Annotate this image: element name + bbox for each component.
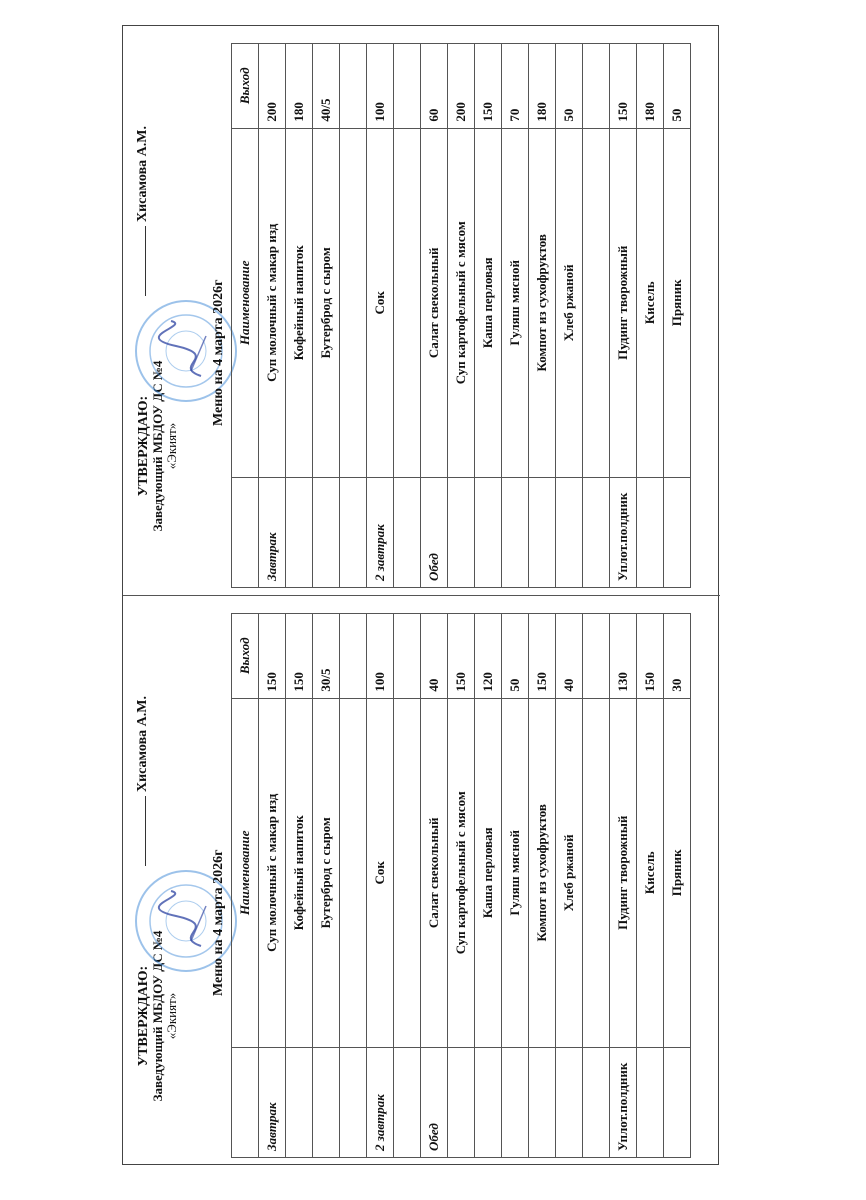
output-cell: 150 [259,614,286,699]
output-cell: 50 [502,614,529,699]
meal-cell [394,1047,421,1157]
table-row [286,614,313,1158]
output-cell: 150 [286,614,313,699]
table-row [502,614,529,1158]
meal-cell [286,1047,313,1157]
menu-table-left [231,613,691,1158]
signer-line [135,126,151,296]
table-row [286,44,313,588]
output-cell: 150 [448,614,475,699]
output-cell: 100 [367,44,394,129]
table-row [637,44,664,588]
dish-cell: Компот из сухофруктов [529,698,556,1047]
table-row [610,614,637,1158]
meal-cell [502,1047,529,1157]
approval-title: УТВЕРЖДАЮ: [136,395,151,497]
menu-date-title: Меню на 4 марта 2026г [211,279,226,426]
meal-cell [475,477,502,587]
approval-org: «Экият» [164,422,179,470]
approval-position: Заведующий МБДОУ ДС №4 [150,360,165,532]
meal-cell: Обед [421,477,448,587]
meal-cell [313,1047,340,1157]
output-cell: 180 [286,44,313,129]
output-cell: 180 [529,44,556,129]
output-cell: 180 [637,44,664,129]
output-cell: 200 [259,44,286,129]
dish-cell [583,698,610,1047]
table-row [421,44,448,588]
table-row [394,44,421,588]
meal-cell: Завтрак [259,477,286,587]
dish-cell [340,128,367,477]
output-cell [340,614,367,699]
meal-cell [556,477,583,587]
approval-position: Заведующий МБДОУ ДС №4 [150,930,165,1102]
dish-cell: Суп картофельный с мясом [448,128,475,477]
table-row [259,614,286,1158]
dish-cell: Каша перловая [475,698,502,1047]
table-row [448,614,475,1158]
header-meal [232,477,259,587]
header-output: Выход [232,614,259,699]
meal-cell [637,477,664,587]
dish-cell: Гуляш мясной [502,128,529,477]
dish-cell: Суп картофельный с мясом [448,698,475,1047]
output-cell: 120 [475,614,502,699]
meal-cell [475,1047,502,1157]
meal-cell [556,1047,583,1157]
document-frame [122,25,719,1165]
header-name: Наименование [232,698,259,1047]
output-cell: 150 [475,44,502,129]
dish-cell [394,698,421,1047]
table-row [475,614,502,1158]
dish-cell: Салат свекольный [421,698,448,1047]
dish-cell: Суп молочный с макар изд [259,698,286,1047]
dish-cell: Кисель [637,698,664,1047]
signature-line [145,796,146,866]
table-row [340,614,367,1158]
meal-cell: Обед [421,1047,448,1157]
meal-cell [340,1047,367,1157]
meal-cell: Уплот.полдник [610,1047,637,1157]
output-cell: 40 [556,614,583,699]
dish-cell: Хлеб ржаной [556,128,583,477]
meal-cell: Завтрак [259,1047,286,1157]
dish-cell [583,128,610,477]
meal-cell [394,477,421,587]
dish-cell: Сок [367,128,394,477]
table-row [556,614,583,1158]
output-cell: 60 [421,44,448,129]
table-row [421,614,448,1158]
meal-cell [583,477,610,587]
meal-cell [583,1047,610,1157]
meal-cell [664,1047,691,1157]
menu-table-right [231,43,691,588]
output-cell: 50 [556,44,583,129]
table-row [556,44,583,588]
dish-cell: Салат свекольный [421,128,448,477]
signer-name: Хисамова А.М. [135,696,150,792]
dish-cell: Пудинг творожный [610,128,637,477]
table-row [259,44,286,588]
meal-cell: Уплот.полдник [610,477,637,587]
meal-cell [529,477,556,587]
output-cell [583,44,610,129]
dish-cell: Кисель [637,128,664,477]
output-cell: 150 [637,614,664,699]
signer-line [135,696,151,866]
table-header-row [232,614,259,1158]
meal-cell [286,477,313,587]
header-name: Наименование [232,128,259,477]
dish-cell [394,128,421,477]
header-output: Выход [232,44,259,129]
dish-cell: Гуляш мясной [502,698,529,1047]
output-cell: 70 [502,44,529,129]
meal-cell [448,477,475,587]
dish-cell: Пудинг творожный [610,698,637,1047]
table-row [367,44,394,588]
meal-cell [637,1047,664,1157]
rotated-content [123,26,720,1166]
meal-cell [502,477,529,587]
table-row [583,614,610,1158]
output-cell: 50 [664,44,691,129]
menu-date-title: Меню на 4 марта 2026г [211,849,226,996]
dish-cell: Хлеб ржаной [556,698,583,1047]
table-row [664,614,691,1158]
output-cell [394,614,421,699]
meal-cell [529,1047,556,1157]
table-row [664,44,691,588]
dish-cell [340,698,367,1047]
menu-panel-left [123,595,720,1166]
table-row [313,44,340,588]
table-row [394,614,421,1158]
meal-cell [448,1047,475,1157]
dish-cell: Бутерброд с сыром [313,698,340,1047]
menu-panel-right [123,26,720,596]
meal-cell [664,477,691,587]
table-row [340,44,367,588]
approval-org: «Экият» [164,992,179,1040]
table-row [610,44,637,588]
output-cell: 40/5 [313,44,340,129]
header-meal [232,1047,259,1157]
meal-cell: 2 завтрак [367,477,394,587]
table-row [313,614,340,1158]
table-row [367,614,394,1158]
dish-cell: Кофейный напиток [286,698,313,1047]
table-row [475,44,502,588]
table-row [448,44,475,588]
approval-title: УТВЕРЖДАЮ: [136,965,151,1067]
dish-cell: Пряник [664,698,691,1047]
output-cell: 100 [367,614,394,699]
dish-cell: Сок [367,698,394,1047]
table-row [529,614,556,1158]
meal-cell: 2 завтрак [367,1047,394,1157]
output-cell [583,614,610,699]
dish-cell: Пряник [664,128,691,477]
output-cell: 30/5 [313,614,340,699]
meal-cell [340,477,367,587]
output-cell [394,44,421,129]
output-cell: 200 [448,44,475,129]
output-cell [340,44,367,129]
output-cell: 130 [610,614,637,699]
dish-cell: Суп молочный с макар изд [259,128,286,477]
output-cell: 150 [610,44,637,129]
dish-cell: Бутерброд с сыром [313,128,340,477]
table-row [637,614,664,1158]
signature-line [145,226,146,296]
output-cell: 150 [529,614,556,699]
dish-cell: Каша перловая [475,128,502,477]
table-row [529,44,556,588]
output-cell: 40 [421,614,448,699]
signer-name: Хисамова А.М. [135,126,150,222]
table-row [583,44,610,588]
table-header-row [232,44,259,588]
meal-cell [313,477,340,587]
table-row [502,44,529,588]
dish-cell: Кофейный напиток [286,128,313,477]
output-cell: 30 [664,614,691,699]
dish-cell: Компот из сухофруктов [529,128,556,477]
